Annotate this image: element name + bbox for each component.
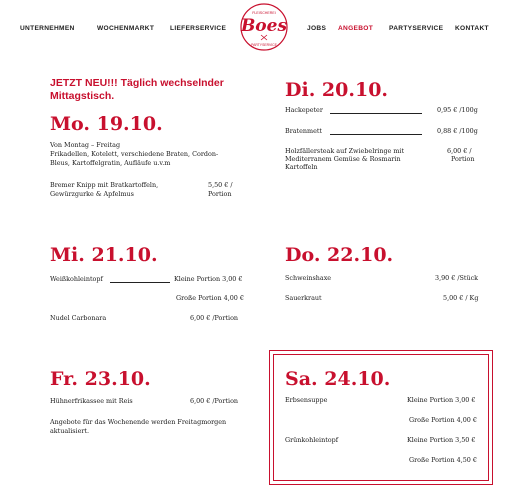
saturday-price: Große Portion 4,50 €: [409, 456, 477, 464]
friday-note: Angebote für das Wochenende werden Freitagmorgen: [50, 418, 227, 426]
intro-heading: JETZT NEU!!! Täglich wechselnder Mittagstisch.: [50, 77, 224, 102]
dotted-leader: [110, 282, 170, 283]
tuesday-price: 0,88 € /100g: [437, 127, 478, 135]
monday-dish: Bremer Knipp mit Bratkartoffeln,: [50, 181, 159, 189]
tuesday-item: Hackepeter: [285, 106, 323, 114]
saturday-price: Kleine Portion 3,00 €: [407, 396, 476, 404]
wednesday-price: 6,00 € /Portion: [190, 314, 239, 322]
saturday-price: Große Portion 4,00 €: [409, 416, 477, 424]
tuesday-item: Kartoffeln: [285, 163, 318, 171]
nav-wochenmarkt[interactable]: WOCHENMARKT: [97, 25, 155, 32]
saturday-item: Grünkohleintopf: [285, 436, 339, 444]
wednesday-price: Kleine Portion 3,00 €: [174, 275, 243, 283]
friday-price: 6,00 € /Portion: [190, 397, 239, 405]
monday-title: Mo. 19.10.: [50, 113, 163, 135]
boes-logo[interactable]: [239, 2, 289, 52]
nav-kontakt[interactable]: KONTAKT: [455, 25, 489, 32]
thursday-item: Schweinshaxe: [285, 274, 332, 282]
logo-top-text: FLEISCHEREI: [252, 11, 276, 15]
friday-title: Fr. 23.10.: [50, 368, 151, 390]
tuesday-section: [285, 79, 480, 179]
logo-bottom-text: PARTYSERVICE: [251, 43, 277, 47]
top-navigation: [0, 0, 519, 60]
tuesday-price: Portion: [451, 155, 475, 163]
tuesday-price: 6,00 € /: [447, 147, 472, 155]
thursday-item: Sauerkraut: [285, 294, 322, 302]
nav-angebot[interactable]: ANGEBOT: [338, 25, 374, 32]
tuesday-item: Mediterranem Gemüse & Rosmarin: [285, 155, 401, 163]
tuesday-item: Holzfällersteak auf Zwiebelringe mit: [285, 147, 405, 155]
friday-note: aktualisiert.: [50, 427, 90, 435]
saturday-item: Erbsensuppe: [285, 396, 328, 404]
nav-jobs[interactable]: JOBS: [307, 25, 327, 32]
monday-note-line: Bleus, Kartoffelgratin, Aufläufe u.v.m: [50, 159, 171, 167]
tuesday-title: Di. 20.10.: [285, 79, 389, 101]
monday-note-line: Von Montag – Freitag: [50, 141, 121, 149]
tuesday-item: Bratenmett: [285, 127, 323, 135]
wednesday-price: Große Portion 4,00 €: [176, 294, 244, 302]
nav-unternehmen[interactable]: UNTERNEHMEN: [20, 25, 75, 32]
monday-section: [50, 113, 265, 223]
wednesday-section: [50, 244, 250, 334]
thursday-title: Do. 22.10.: [285, 244, 394, 266]
nav-lieferservice[interactable]: LIEFERSERVICE: [170, 25, 227, 32]
logo-wordmark: Boes: [240, 16, 288, 36]
thursday-price: 5,00 € / Kg: [443, 294, 479, 302]
dotted-leader: [330, 113, 422, 114]
wednesday-title: Mi. 21.10.: [50, 244, 158, 266]
nav-partyservice[interactable]: PARTYSERVICE: [389, 25, 444, 32]
thursday-price: 3,90 € /Stück: [435, 274, 479, 282]
friday-item: Hühnerfrikassee mit Reis: [50, 397, 133, 405]
dotted-leader: [330, 134, 422, 135]
monday-price: 5,50 € /: [208, 181, 233, 189]
monday-panel: [50, 77, 265, 103]
tuesday-price: 0,95 € /100g: [437, 106, 478, 114]
monday-note-line: Frikadellen, Kotelett, verschiedene Braten, Cordon-: [50, 150, 219, 158]
saturday-section: [285, 368, 480, 478]
monday-price: Portion: [208, 190, 232, 198]
friday-section: [50, 368, 255, 448]
wednesday-item: Weißkohleintopf: [50, 275, 103, 283]
monday-dish: Gewürzgurke & Apfelmus: [50, 190, 134, 198]
thursday-section: [285, 244, 485, 314]
saturday-price: Kleine Portion 3,50 €: [407, 436, 476, 444]
wednesday-item: Nudel Carbonara: [50, 314, 107, 322]
saturday-title: Sa. 24.10.: [285, 368, 391, 390]
